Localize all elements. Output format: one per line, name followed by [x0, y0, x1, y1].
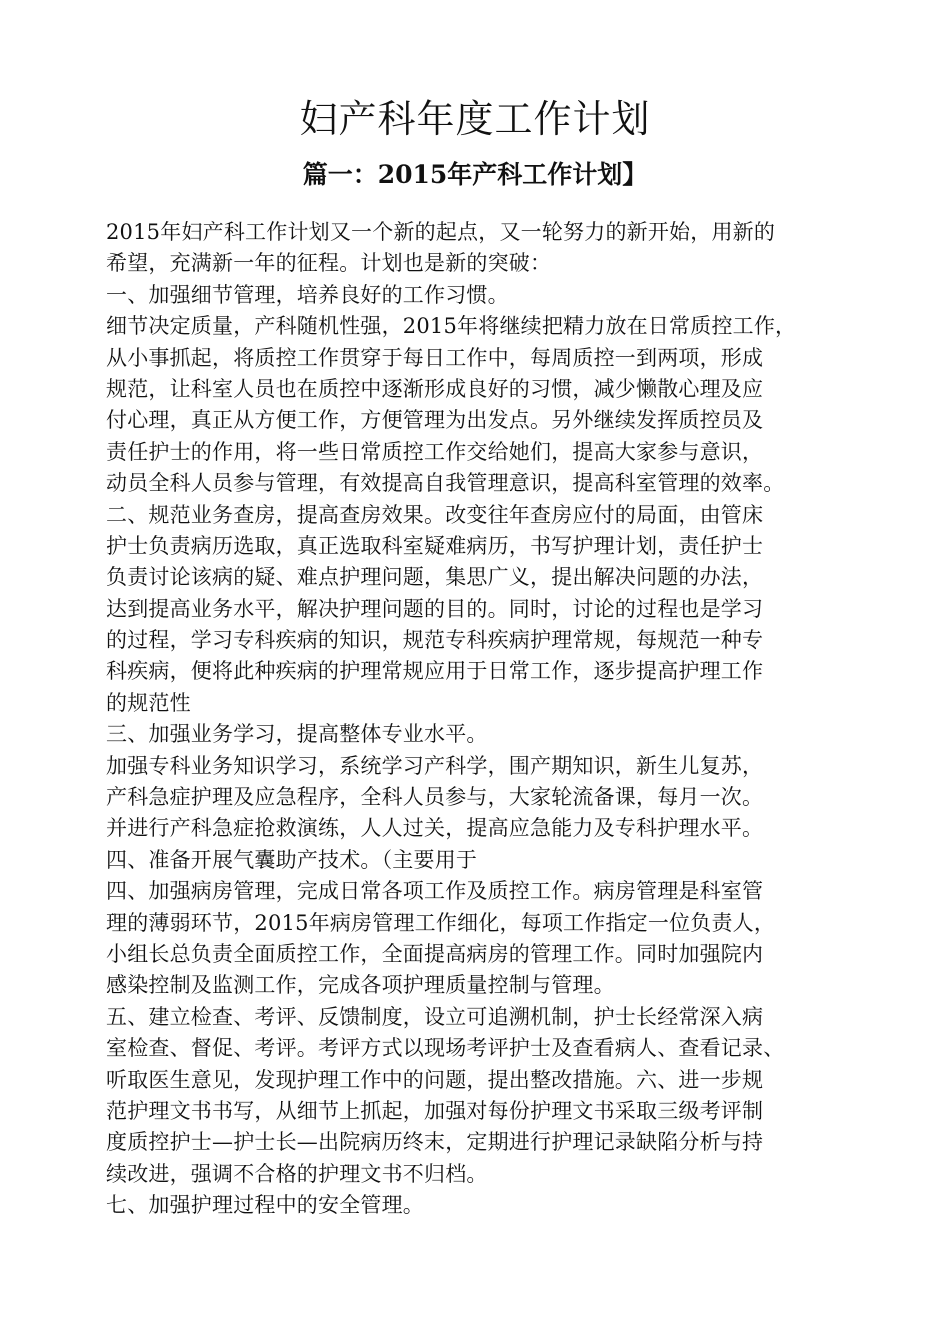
document-title: 妇产科年度工作计划	[299, 97, 651, 141]
body-line: 四、准备开展气囊助产技术。（主要用于	[106, 847, 478, 872]
body-line: 责任护士的作用，将一些日常质控工作交给她们，提高大家参与意识，	[106, 439, 764, 464]
document-subtitle: 篇一：2015年产科工作计划】	[302, 160, 648, 189]
document-body	[106, 217, 866, 1222]
body-line: 室检查、督促、考评。考评方式以现场考评护士及查看病人、查看记录、	[106, 1036, 785, 1061]
body-line: 并进行产科急症抢救演练，人人过关，提高应急能力及专科护理水平。	[106, 816, 764, 841]
body-line: 度质控护士—护士长—出院病历终末，定期进行护理记录缺陷分析与持	[106, 1130, 764, 1155]
body-line: 听取医生意见，发现护理工作中的问题，提出整改措施。六、进一步规	[106, 1067, 764, 1092]
body-line: 二、规范业务查房，提高查房效果。改变往年查房应付的局面，由管床	[106, 502, 764, 527]
body-line: 动员全科人员参与管理，有效提高自我管理意识，提高科室管理的效率。	[106, 471, 785, 496]
body-line: 护士负责病历选取，真正选取科室疑难病历，书写护理计划，责任护士	[106, 533, 764, 558]
body-line: 四、加强病房管理，完成日常各项工作及质控工作。病房管理是科室管	[106, 879, 764, 904]
body-line: 一、加强细节管理，培养良好的工作习惯。	[106, 282, 509, 307]
body-line: 从小事抓起，将质控工作贯穿于每日工作中，每周质控一到两项，形成	[106, 345, 764, 370]
body-line: 科疾病，便将此种疾病的护理常规应用于日常工作，逐步提高护理工作	[106, 659, 764, 684]
body-line: 达到提高业务水平，解决护理问题的目的。同时，讨论的过程也是学习	[106, 596, 764, 621]
body-line: 的过程，学习专科疾病的知识，规范专科疾病护理常规，每规范一种专	[106, 628, 764, 653]
body-line: 理的薄弱环节，2015年病房管理工作细化，每项工作指定一位负责人，	[106, 910, 776, 935]
body-line: 感染控制及监测工作，完成各项护理质量控制与管理。	[106, 973, 615, 998]
body-line: 范护理文书书写，从细节上抓起，加强对每份护理文书采取三级考评制	[106, 1098, 764, 1123]
body-line: 五、建立检查、考评、反馈制度，设立可追溯机制，护士长经常深入病	[106, 1004, 764, 1029]
body-line: 小组长总负责全面质控工作，全面提高病房的管理工作。同时加强院内	[106, 941, 764, 966]
body-line: 产科急症护理及应急程序，全科人员参与，大家轮流备课，每月一次。	[106, 785, 764, 810]
body-line: 细节决定质量，产科随机性强，2015年将继续把精力放在日常质控工作，	[106, 314, 797, 339]
body-line: 三、加强业务学习，提高整体专业水平。	[106, 722, 488, 747]
body-line: 负责讨论该病的疑、难点护理问题，集思广义，提出解决问题的办法，	[106, 565, 764, 590]
body-line: 加强专科业务知识学习，系统学习产科学，围产期知识，新生儿复苏，	[106, 753, 764, 778]
body-line: 规范，让科室人员也在质控中逐渐形成良好的习惯，减少懒散心理及应	[106, 376, 764, 401]
body-line: 的规范性	[106, 690, 191, 715]
body-line: 七、加强护理过程中的安全管理。	[106, 1193, 424, 1218]
body-line: 付心理，真正从方便工作，方便管理为出发点。另外继续发挥质控员及	[106, 408, 764, 433]
body-line: 续改进，强调不合格的护理文书不归档。	[106, 1161, 488, 1186]
body-line: 希望，充满新一年的征程。计划也是新的突破：	[106, 251, 552, 276]
body-line: 2015年妇产科工作计划又一个新的起点，又一轮努力的新开始，用新的	[106, 220, 776, 244]
